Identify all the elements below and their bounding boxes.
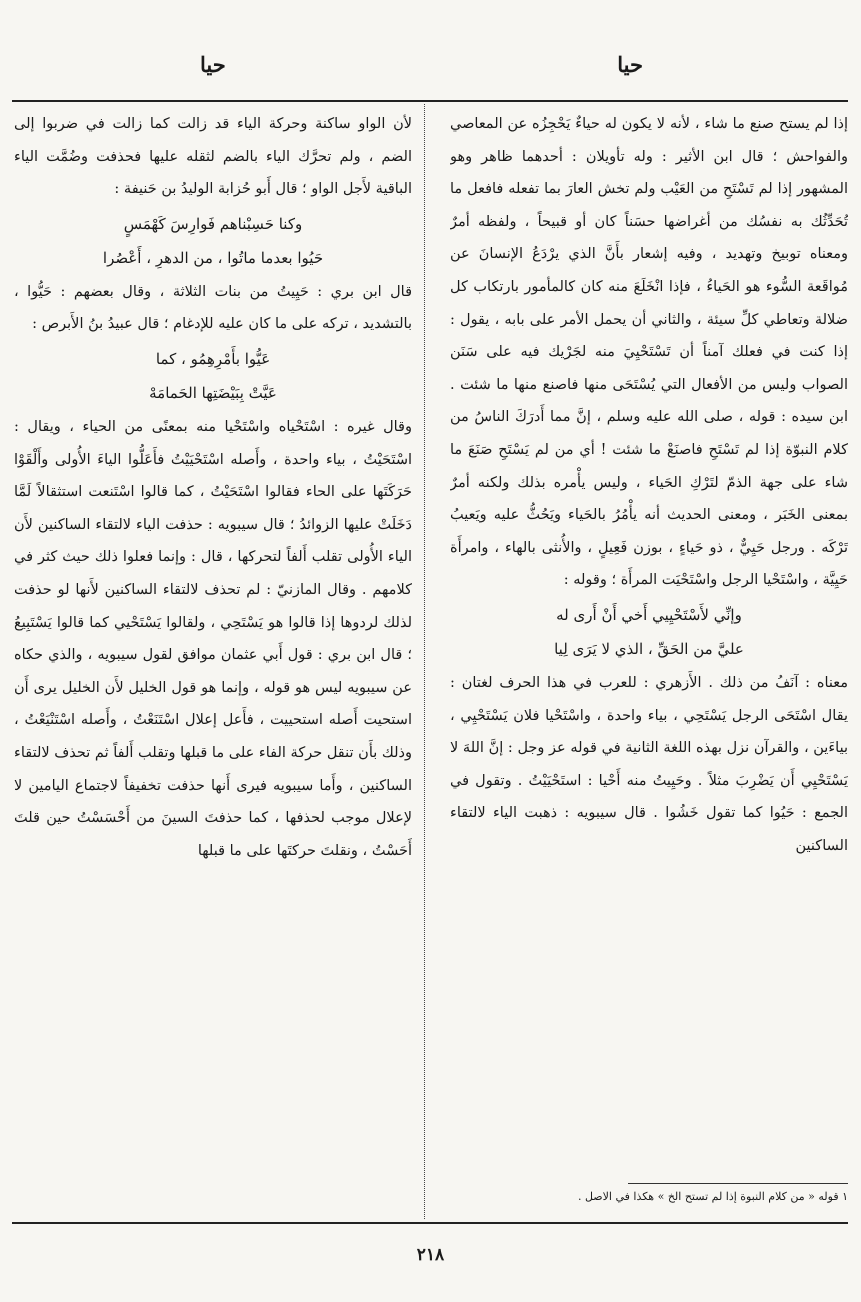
right-paragraph-1: إذا لم يستح صنع ما شاء ، لأنه لا يكون له حياءٌ يَحْجِزُه عن المعاصي والفواحش ؛ قال ابن الأثير : وله تأويلان : أحدهما ظاهر وهو المشهور إذا لم تَسْتَحِ من العَيْب ولم تخش العارَ بما تفعله فافعل ما تُحَدِّثُك به نفسُك من أغراضها حسَناً كان أو قبيحاً ، ولفظه أمرٌ ومعناه توبيخ وتهديد ، وفيه إشعار بأَنَّ الذي يرْدَعُ الإنسانَ عن مُواقَعة السُّوء هو الحَياءُ ، فإذا انْخَلَعَ منه كان كالمأمور بارتكاب كل ضلالة وتعاطي كلِّ سيئة ، والثاني أن يحمل الأمر على بابه ، يقول : إذا كنت في فعلك آمناً أن تَسْتَحْيِيَ منه لجَرْيك فيه على سَنَن الصواب وليس من الأفعال التي يُسْتَحَى منها فاصنع منها ما شئت . ابن سيده : قوله ، صلى الله عليه وسلم ، إنَّ مما أَدرَكَ الناسُ من كلام النبوّة إذا لم تَسْتَحِ فاصنَعْ ما شئت ! أي من لم يَسْتَحِ صَنَعَ ما شاء على جهة الذمّ لتَرْكِ الحَياء ، وليس يأْمره بذلك ولكنه أمرٌ بمعنى الخَبَر ، ومعنى الحديث أنه يأْمُرُ بالحَياء ويَحُثُّ عليه ويَعيبُ تَرْكَه . ورجل حَيِيٌّ ، ذو حَياءٍ ، بوزن فَعِيلٍ ، والأُنثى بالهاء ، وامرأَة حَيِيَّة ، واسْتَحْيا الرجل واسْتَحْيَت المرأَة ؛ وقوله : xyxy=(450,116,848,589)
left-column xyxy=(14,108,412,1218)
running-header-right: حيا xyxy=(617,52,643,77)
left-paragraph-2: قال ابن بري : حَيِيتُ من بنات الثلاثة ، وقال بعضهم : حَيُّوا ، بالتشديد ، تركه على ما كان عليه للإدغام ؛ قال عبيدُ بنُ الأَبرص : xyxy=(14,283,412,333)
left-verse-line-4: عَيَّتْ بِبَيْضَتِها الحَمامَهْ xyxy=(149,383,277,402)
footnote-rule xyxy=(628,1183,848,1184)
left-verse-line-3: عَيُّوا بأَمْرِهِمُو ، كما xyxy=(155,349,271,368)
column-divider xyxy=(424,104,425,1219)
top-rule xyxy=(12,100,848,102)
left-verse-line-1: وكنا حَسِبْناهم فَوارِسَ كَهْمَسٍ xyxy=(123,214,303,233)
left-verse-line-2: حَيُوا بعدما ماتُوا ، من الدهرِ ، أَعْصُرا xyxy=(102,248,324,267)
page-number: ٢١٨ xyxy=(416,1245,445,1265)
right-paragraph-2: معناه : آنَفُ من ذلك . الأَزهري : للعرب في هذا الحرف لغتان : يقال اسْتَحَى الرجل يَسْتَحِي ، بياء واحدة ، واسْتَحْيا فلان يَسْتَحْيِي ، بياءَين ، والقرآن نزل بهذه اللغة الثانية في قوله عز وجل : إنَّ اللهَ لا يَسْتَحْيِي أَن يَضْرِبَ مثلاً . وحَيِيتُ منه أَحْيا : استَحْيَيْتُ . وتقول في الجمع : حَيُوا كما تقول خَشُوا . قال سيبويه : ذهبت الياء لالتقاء الساكنين xyxy=(450,674,848,854)
left-paragraph-3: وقال غيره : اسْتَحْياه واسْتَحْيا منه بمعنًى من الحياء ، ويقال : اسْتَحَيْتُ ، بياء واحدة ، وأَصله اسْتَحْيَيْتُ فأَعَلُّوا الياءَ الأُولى وأَلْقَوْا حَرَكَتَها على الحاء فقالوا اسْتَحَيْتُ ، كما قالوا اسْتَنعت استثقالاً لَمَّا دَخَلَتْ عليها الزوائدُ ؛ قال سيبويه : حذفت الياء لالتقاء الساكنين لأَن الياء الأُولى تقلب أَلفاً لتحركها ، قال : وإنما فعلوا ذلك حيث كثر في كلامهم . وقال المازنيّ : لم تحذف لالتقاء الساكنين لأَنها لو حذفت لذلك لردوها إذا قالوا هو يَسْتَحِي ، ولقالوا يَسْتَحْيي كما قالوا يَسْتَبِيعُ ؛ قال ابن بري : قول أَبي عثمان موافق لقول سيبويه ، والذي حكاه عن سيبويه ليس هو قوله ، وإنما هو قول الخليل لأَن الخليل يرى أَن استحيت أَصله استحييت ، فأَعل إعلال اسْتَنَعْتُ ، وأَصله اسْتَنْيَعْتُ ، وذلك بأَن تنقل حركة الفاء على ما قبلها وتقلب أَلفاً ثم تحذف لالتقاء الساكنين ، وأَما سيبويه فيرى أَنها حذفت تخفيفاً لاجتماع اليامين لا لإعلال موجب لحذفها ، كما حذفتَ السينَ من أَحْسَسْتُ حين قلتَ أَحَسْتُ ، ونقلتَ حركتَها على ما قبلها xyxy=(14,418,412,859)
right-column xyxy=(450,108,848,1183)
bottom-rule xyxy=(12,1222,848,1224)
right-verse-line-1: وإنِّي لأَسْتَحْيِيي أَخي أَنْ أَرى له xyxy=(556,605,742,624)
running-header-left: حيا xyxy=(200,52,226,77)
left-paragraph-1: لأن الواو ساكنة وحركة الياء قد زالت كما زالت في ضربوا إلى الضم ، ولم تحرَّك الياء بالضم لثقله عليها فحذفت وضُمَّت الياء الباقية لأَجل الواو ؛ قال أَبو حُزابة الوليدُ بن حَنيفة : xyxy=(14,116,412,198)
right-verse-line-2: عليَّ من الحَقِّ ، الذي لا يَرَى لِيا xyxy=(554,639,744,658)
footnote: ١ قوله « من كلام النبوة إذا لم تستح الخ » هكذا في الاصل . xyxy=(577,1190,848,1203)
